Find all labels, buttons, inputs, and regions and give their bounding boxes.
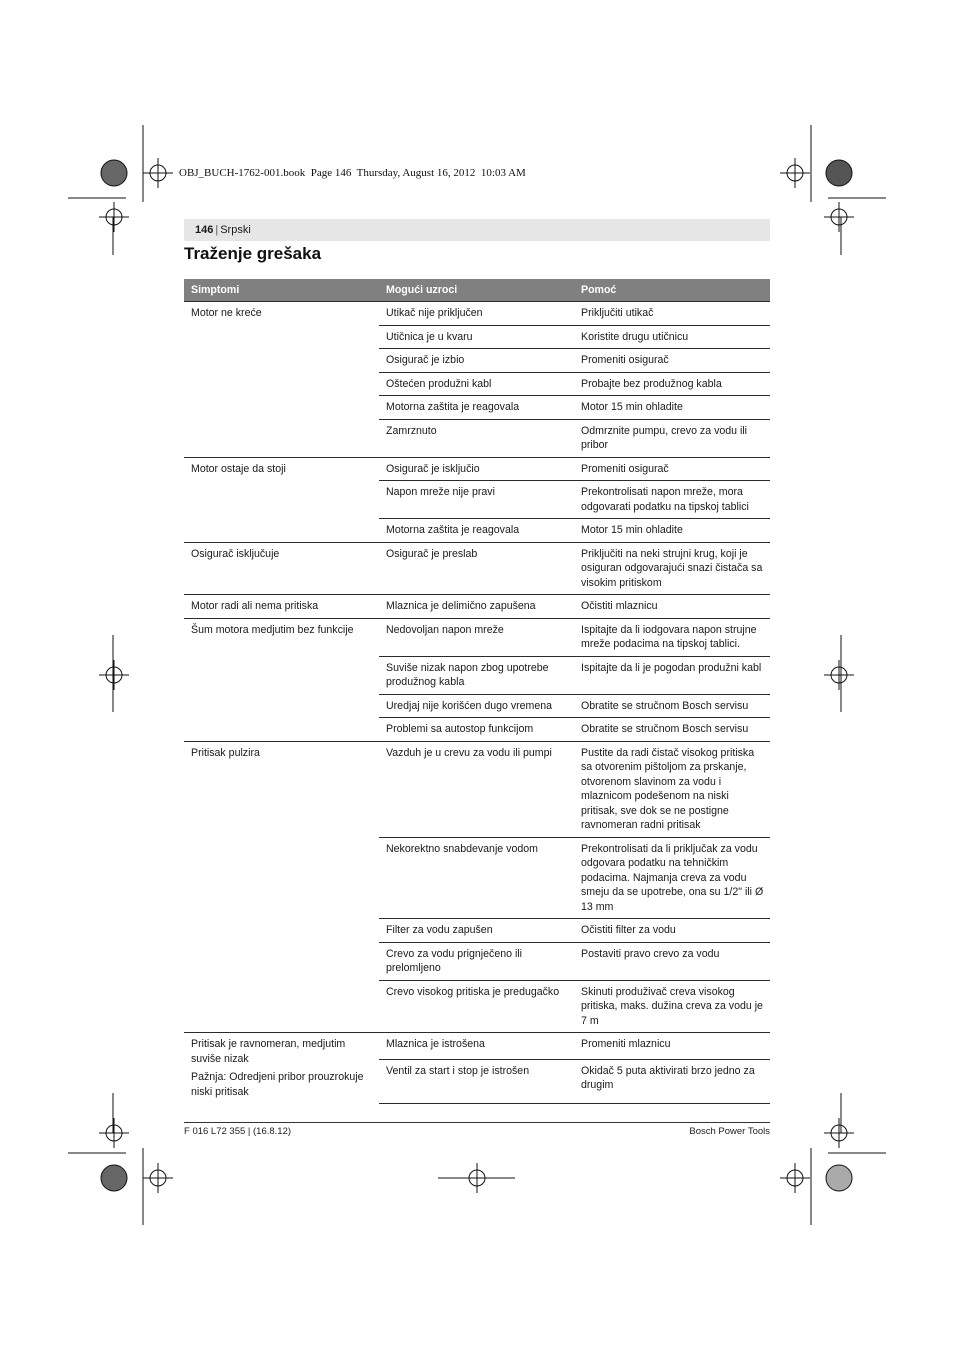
color-rosette-icon	[826, 1165, 852, 1191]
help-cell: Obratite se stručnom Bosch servisu	[574, 694, 770, 718]
column-header-causes: Mogući uzroci	[379, 279, 574, 302]
help-cell: Priključiti utikač	[574, 302, 770, 326]
symptom-text: Šum motora medjutim bez funkcije	[191, 623, 354, 636]
crosshair-icon	[99, 660, 129, 690]
cause-cell: Napon mreže nije pravi	[379, 481, 574, 519]
help-cell: Priključiti na neki strujni krug, koji je osiguran odgovarajući snazi čistača sa visokim pritiskom	[574, 542, 770, 595]
cause-cell: Crevo za vodu prignječeno ili prelomljeno	[379, 942, 574, 980]
help-cell: Ispitajte da li je pogodan produžni kabl	[574, 656, 770, 694]
crosshair-icon	[824, 660, 854, 690]
crosshair-icon	[99, 202, 129, 232]
cause-cell: Uredjaj nije korišćen dugo vremena	[379, 694, 574, 718]
cause-cell: Oštećen produžni kabl	[379, 372, 574, 396]
help-cell: Okidač 5 puta aktivirati brzo jedno za drugim	[574, 1059, 770, 1103]
cause-cell: Motorna zaštita je reagovala	[379, 396, 574, 420]
help-cell: Prekontrolisati napon mreže, mora odgovarati podatku na tipskoj tablici	[574, 481, 770, 519]
symptom-note: Pažnja: Odredjeni pribor prouzrokuje niski pritisak	[191, 1071, 364, 1098]
column-header-help: Pomoć	[574, 279, 770, 302]
cause-cell: Zamrznuto	[379, 419, 574, 457]
crosshair-icon	[143, 1163, 173, 1193]
crosshair-icon	[824, 202, 854, 232]
help-cell: Promeniti osigurač	[574, 457, 770, 481]
help-cell: Koristite drugu utičnicu	[574, 325, 770, 349]
help-cell: Pustite da radi čistač visokog pritiska sa otvorenim pištoljom za prskanje, otvorenom slavinom za vodu i mlaznicom podešenom na niski pritisak, sve dok se ne postigne ravnomeran radni pritisak	[574, 741, 770, 837]
help-cell: Probajte bez produžnog kabla	[574, 372, 770, 396]
symptom-text: Motor ne kreće	[191, 307, 262, 319]
symptom-text: Pritisak je ravnomeran, medjutim suviše nizak	[191, 1038, 346, 1065]
symptom-text: Motor radi ali nema pritiska	[191, 600, 319, 612]
help-cell: Očistiti filter za vodu	[574, 919, 770, 943]
cause-cell: Mlaznica je delimično zapušena	[379, 595, 574, 619]
cause-cell: Ventil za start i stop je istrošen	[379, 1059, 574, 1103]
cause-cell: Mlaznica je istrošena	[379, 1033, 574, 1060]
cause-cell: Motorna zaštita je reagovala	[379, 519, 574, 543]
page-number: 146	[195, 224, 214, 236]
help-cell: Očistiti mlaznicu	[574, 595, 770, 619]
cause-cell: Utičnica je u kvaru	[379, 325, 574, 349]
symptom-text: Osigurač isključuje	[191, 547, 280, 560]
crosshair-icon	[99, 1118, 129, 1148]
help-cell: Prekontrolisati da li priključak za vodu odgovara podatku na tehničkim podacima. Najmanja creva za vodu smeju da se upotrebe, ona su 1/2" ili Ø 13 mm	[574, 837, 770, 919]
help-cell: Skinuti produživač creva visokog pritiska, maks. dužina creva za vodu je 7 m	[574, 980, 770, 1033]
file-slug: OBJ_BUCH-1762-001.book Page 146 Thursday, August 16, 2012 10:03 AM	[179, 167, 526, 179]
help-cell: Postaviti pravo crevo za vodu	[574, 942, 770, 980]
cause-cell: Nedovoljan napon mreže	[379, 618, 574, 656]
cause-cell: Vazduh je u crevu za vodu ili pumpi	[379, 741, 574, 837]
page-title: Traženje grešaka	[184, 244, 322, 263]
header-separator: |	[215, 224, 219, 236]
footer-brand: Bosch Power Tools	[689, 1126, 770, 1137]
help-cell: Motor 15 min ohladite	[574, 396, 770, 420]
help-cell: Promeniti osigurač	[574, 349, 770, 373]
column-header-symptoms: Simptomi	[184, 279, 379, 302]
help-cell: Obratite se stručnom Bosch servisu	[574, 718, 770, 742]
header-language: Srpski	[220, 224, 251, 236]
help-cell: Promeniti mlaznicu	[574, 1033, 770, 1060]
symptom-text: Motor ostaje da stoji	[191, 462, 286, 475]
cause-cell: Osigurač je preslab	[379, 542, 574, 595]
crosshair-icon	[780, 158, 810, 188]
crosshair-icon	[143, 158, 173, 188]
crosshair-icon	[824, 1118, 854, 1148]
color-rosette-icon	[101, 1165, 127, 1191]
cause-cell: Utikač nije priključen	[379, 302, 574, 326]
help-cell: Ispitajte da li iodgovara napon strujne mreže podacima na tipskoj tablici.	[574, 618, 770, 656]
cause-cell: Crevo visokog pritiska je predugačko	[379, 980, 574, 1033]
crosshair-icon	[780, 1163, 810, 1193]
cause-cell: Problemi sa autostop funkcijom	[379, 718, 574, 742]
color-rosette-icon	[826, 160, 852, 186]
cause-cell: Suviše nizak napon zbog upotrebe produžnog kabla	[379, 656, 574, 694]
symptom-text: Pritisak pulzira	[191, 746, 260, 759]
help-cell: Odmrznite pumpu, crevo za vodu ili pribor	[574, 419, 770, 457]
cause-cell: Nekorektno snabdevanje vodom	[379, 837, 574, 919]
color-rosette-icon	[101, 160, 127, 186]
cause-cell: Osigurač je isključio	[379, 457, 574, 481]
footer-document-code: F 016 L72 355 | (16.8.12)	[184, 1126, 292, 1137]
cause-cell: Osigurač je izbio	[379, 349, 574, 373]
cause-cell: Filter za vodu zapušen	[379, 919, 574, 943]
help-cell: Motor 15 min ohladite	[574, 519, 770, 543]
